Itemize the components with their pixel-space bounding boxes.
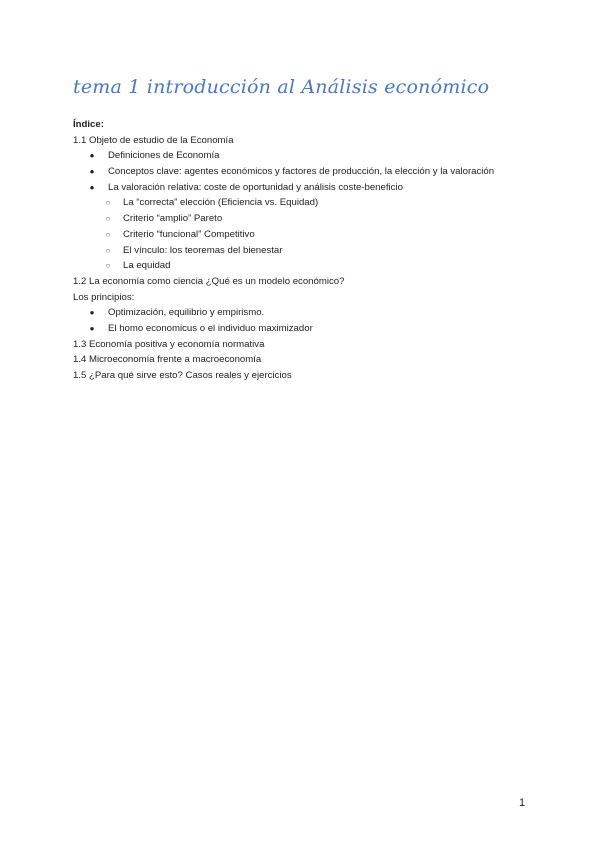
hollow-bullet-marker: ○ <box>105 198 111 208</box>
outline-text: Conceptos clave: agentes económicos y factores de producción, la elección y la valoración <box>108 166 495 178</box>
hollow-bullet-marker: ○ <box>105 214 111 224</box>
outline-subitem <box>73 258 553 274</box>
outline-subitem <box>73 195 553 211</box>
outline-text: 1.2 La economía como ciencia ¿Qué es un modelo económico? <box>73 275 345 287</box>
outline-bullet-item <box>73 305 553 321</box>
outline-text: 1.3 Economía positiva y economía normativa <box>73 338 265 350</box>
hollow-bullet-marker: ○ <box>105 261 111 271</box>
outline-section <box>73 352 553 368</box>
bullet-marker: ● <box>89 308 95 318</box>
outline-text: La “correcta” elección (Eficiencia vs. Equidad) <box>123 197 319 209</box>
outline-text: Optimización, equilibrio y empirismo. <box>108 307 265 319</box>
outline-section <box>73 368 553 384</box>
outline-list <box>73 133 553 384</box>
outline-text: Criterio “funcional” Competitivo <box>123 228 255 240</box>
outline-section <box>73 274 553 290</box>
outline-bullet-item <box>73 164 553 180</box>
bullet-marker: ● <box>89 182 95 192</box>
outline-bullet-item <box>73 180 553 196</box>
outline-text: El vínculo: los teoremas del bienestar <box>123 244 283 256</box>
hollow-bullet-marker: ○ <box>105 229 111 239</box>
outline-bullet-item <box>73 321 553 337</box>
outline-section <box>73 133 553 149</box>
bullet-marker: ● <box>89 151 95 161</box>
outline-section <box>73 290 553 306</box>
outline-text: Los principios: <box>73 291 135 303</box>
table-of-contents <box>73 117 553 384</box>
outline-text: Definiciones de Economía <box>108 150 220 162</box>
outline-text: Criterio “amplio” Pareto <box>123 213 223 225</box>
outline-text: 1.5 ¿Para qué sirve esto? Casos reales y ejercicios <box>73 370 292 381</box>
bullet-marker: ● <box>89 167 95 177</box>
outline-subitem <box>73 243 553 259</box>
index-heading: Índice: <box>73 119 104 130</box>
hollow-bullet-marker: ○ <box>105 245 111 255</box>
outline-text: 1.1 Objeto de estudio de la Economía <box>73 134 234 146</box>
outline-text: La equidad <box>123 260 171 272</box>
outline-text: El homo economicus o el individuo maximizador <box>108 322 313 334</box>
outline-bullet-item <box>73 148 553 164</box>
outline-subitem <box>73 211 553 227</box>
outline-section <box>73 337 553 353</box>
document-title: tema 1 introducción al Análisis económico <box>73 76 490 98</box>
outline-subitem <box>73 227 553 243</box>
page-number: 1 <box>519 797 526 809</box>
outline-text: La valoración relativa: coste de oportunidad y análisis coste-beneficio <box>108 181 403 193</box>
bullet-marker: ● <box>89 323 95 333</box>
outline-text: 1.4 Microeconomía frente a macroeconomía <box>73 354 262 366</box>
